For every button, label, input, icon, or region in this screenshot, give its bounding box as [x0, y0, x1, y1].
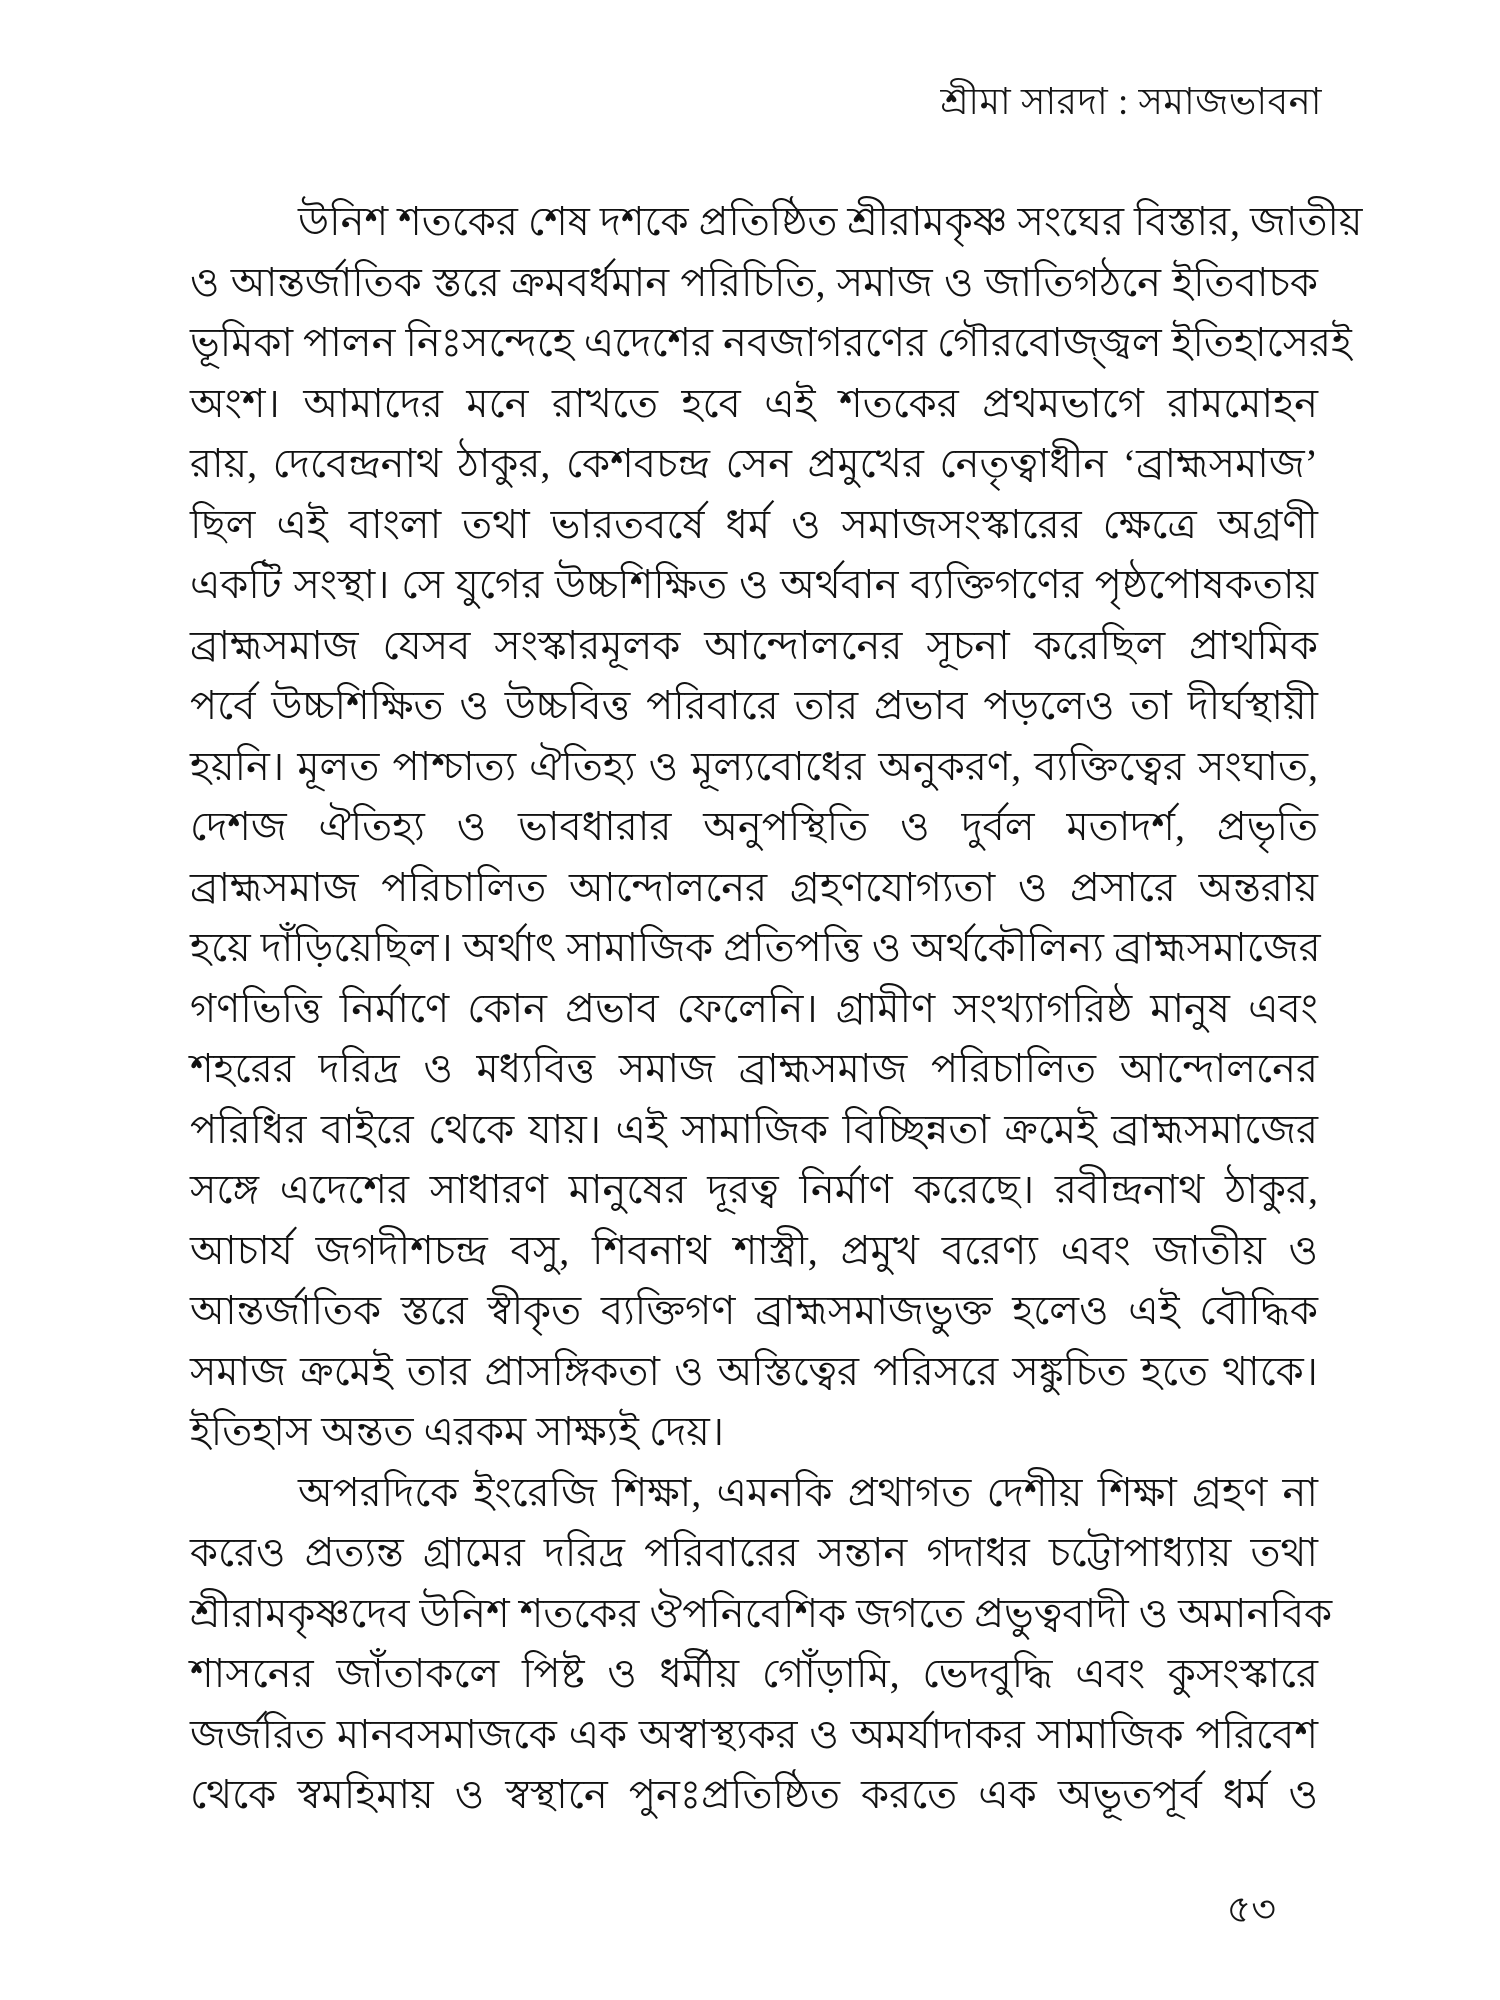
text-line-p1-10: হয়নি। মূলত পাশ্চাত্য ঐতিহ্য ও মূল্যবোধের অনুকরণ, ব্যক্তিত্বের সংঘাত, [190, 743, 1318, 789]
body-text [190, 192, 1363, 1826]
text-line-p1-16: পরিধির বাইরে থেকে যায়। এই সামাজিক বিচ্ছিন্নতা ক্রমেই ব্রাহ্মসমাজের [190, 1106, 1318, 1152]
text-line-p1-20: সমাজ ক্রমেই তার প্রাসঙ্গিকতা ও অস্তিত্বের পরিসরে সঙ্কুচিত হতে থাকে। [190, 1348, 1318, 1394]
running-header: শ্রীমা সারদা : সমাজভাবনা [940, 82, 1322, 123]
text-line-p1-15: শহরের দরিদ্র ও মধ্যবিত্ত সমাজ ব্রাহ্মসমাজ পরিচালিত আন্দোলনের [190, 1046, 1318, 1091]
text-line-p2-4: শাসনের জাঁতাকলে পিষ্ট ও ধর্মীয় গোঁড়ামি, ভেদবুদ্ধি এবং কুসংস্কারে [190, 1651, 1318, 1696]
page-number: ৫৩ [1226, 1889, 1276, 1931]
text-line-p1-13: হয়ে দাঁড়িয়েছিল। অর্থাৎ সামাজিক প্রতিপত্তি ও অর্থকৌলিন্য ব্রাহ্মসমাজের [190, 925, 1321, 970]
text-line-p1-12: ব্রাহ্মসমাজ পরিচালিত আন্দোলনের গ্রহণযোগ্যতা ও প্রসারে অন্তরায় [190, 864, 1318, 910]
text-line-p1-6: ছিল এই বাংলা তথা ভারতবর্ষে ধর্ম ও সমাজসংস্কারের ক্ষেত্রে অগ্রণী [190, 501, 1318, 547]
text-line-p1-4: অংশ। আমাদের মনে রাখতে হবে এই শতকের প্রথমভাগে রামমোহন [190, 380, 1318, 426]
text-line-p1-9: পর্বে উচ্চশিক্ষিত ও উচ্চবিত্ত পরিবারে তার প্রভাব পড়লেও তা দীর্ঘস্থায়ী [190, 683, 1318, 728]
text-line-p1-19: আন্তর্জাতিক স্তরে স্বীকৃত ব্যক্তিগণ ব্রাহ্মসমাজভুক্ত হলেও এই বৌদ্ধিক [190, 1288, 1318, 1333]
text-line-p1-14: গণভিত্তি নির্মাণে কোন প্রভাব ফেলেনি। গ্রামীণ সংখ্যাগরিষ্ঠ মানুষ এবং [190, 985, 1318, 1031]
text-line-p1-1: উনিশ শতকের শেষ দশকে প্রতিষ্ঠিত শ্রীরামকৃষ্ণ সংঘের বিস্তার, জাতীয় [298, 199, 1363, 244]
text-line-p1-3: ভূমিকা পালন নিঃসন্দেহে এদেশের নবজাগরণের গৌরবোজ্জ্বল ইতিহাসেরই [190, 320, 1352, 365]
text-line-p1-7: একটি সংস্থা। সে যুগের উচ্চশিক্ষিত ও অর্থবান ব্যক্তিগণের পৃষ্ঠপোষকতায় [190, 562, 1318, 607]
text-line-p2-1: অপরদিকে ইংরেজি শিক্ষা, এমনকি প্রথাগত দেশীয় শিক্ষা গ্রহণ না [298, 1469, 1318, 1515]
text-line-p2-5: জর্জরিত মানবসমাজকে এক অস্বাস্থ্যকর ও অমর্যাদাকর সামাজিক পরিবেশ [190, 1711, 1318, 1757]
text-line-p1-11: দেশজ ঐতিহ্য ও ভাবধারার অনুপস্থিতি ও দুর্বল মতাদর্শ, প্রভৃতি [190, 804, 1318, 849]
text-line-p2-3: শ্রীরামকৃষ্ণদেব উনিশ শতকের ঔপনিবেশিক জগতে প্রভুত্ববাদী ও অমানবিক [190, 1590, 1333, 1636]
text-line-p2-6: থেকে স্বমহিমায় ও স্বস্থানে পুনঃপ্রতিষ্ঠিত করতে এক অভূতপূর্ব ধর্ম ও [190, 1772, 1318, 1817]
text-line-p1-2: ও আন্তর্জাতিক স্তরে ক্রমবর্ধমান পরিচিতি, সমাজ ও জাতিগঠনে ইতিবাচক [190, 259, 1318, 305]
text-line-p1-5: রায়, দেবেন্দ্রনাথ ঠাকুর, কেশবচন্দ্র সেন প্রমুখের নেতৃত্বাধীন ‘ব্রাহ্মসমাজ’ [190, 441, 1318, 486]
text-line-p1-21: ইতিহাস অন্তত এরকম সাক্ষ্যই দেয়। [190, 1409, 725, 1454]
text-line-p1-8: ব্রাহ্মসমাজ যেসব সংস্কারমূলক আন্দোলনের সূচনা করেছিল প্রাথমিক [190, 622, 1318, 668]
text-line-p2-2: করেও প্রত্যন্ত গ্রামের দরিদ্র পরিবারের সন্তান গদাধর চট্টোপাধ্যায় তথা [190, 1530, 1318, 1575]
text-line-p1-18: আচার্য জগদীশচন্দ্র বসু, শিবনাথ শাস্ত্রী, প্রমুখ বরেণ্য এবং জাতীয় ও [190, 1227, 1318, 1273]
text-line-p1-17: সঙ্গে এদেশের সাধারণ মানুষের দূরত্ব নির্মাণ করেছে। রবীন্দ্রনাথ ঠাকুর, [190, 1167, 1318, 1212]
